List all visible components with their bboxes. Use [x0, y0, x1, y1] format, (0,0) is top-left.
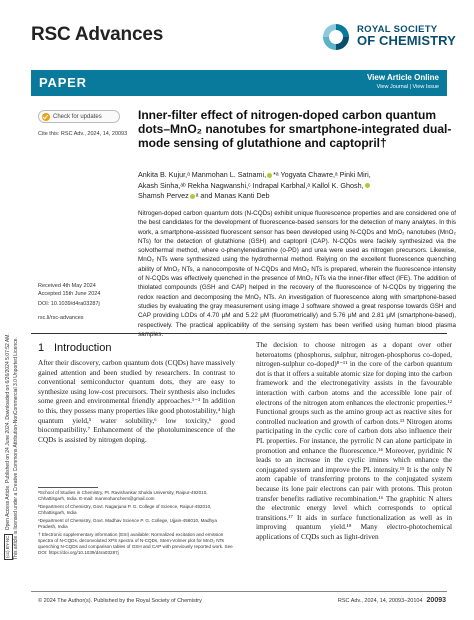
journal-header — [31, 20, 461, 66]
citation: Cite this: RSC Adv., 2024, 14, 20093 — [38, 131, 128, 137]
banner-links — [367, 73, 439, 91]
rsc-logo-icon — [321, 22, 351, 52]
journal-name[interactable]: RSC Advances — [31, 24, 164, 45]
footnote-affiliation-a: ᵃSchool of Studies in Chemistry, Pt. Ravishankar Shukla University, Raipur-492010, Chhattisgarh, India. E-mail: manmohanchem@gmail.com — [38, 490, 208, 502]
rsc-logo-text: ROYAL SOCIETY OF CHEMISTRY — [357, 24, 456, 48]
section-title: Introduction — [54, 342, 112, 354]
abstract: Nitrogen-doped carbon quantum dots (N-CQDs) exhibit unique fluorescence properties and are considered one of the best candidates for the development of fluorescence-based sensors for the detection of many analytes. In this work, a smartphone-assisted fluorescent sensor has been developed using N-CQDs and MnO₂ nanotubes (MnO₂ NTs) for the detection of glutathione (GSH) and captopril (CAP). N-CQDs were facilely synthesized via the solvothermal method, where o-phenylenediamine (o-PD) and urea were used as nitrogen precursors. Likewise, MnO₂ NTs were synthesized using the hydrothermal method. Relying on the excellent fluorescence quenching ability of MnO₂ NTs, a nanocomposite of N-CQDs and MnO₂ NTs is prepared, wherein the fluorescence intensity of N-CQDs was effectively quenched in the presence of MnO₂ NTs via the inner-filter effect (IFE). The addition of thiolated compounds (GSH and CAP) helped in the recovery of the fluorescence of N-CQDs by triggering the redox reaction and decomposing the MnO₂ NTs. An investigation of fluorescence along with smartphone-based studies by evaluating the gray measurement using image J software showed a great response towards GSH and CAP providing LODs of 4.70 μM and 5.22 μM (fluorometrically) and 5.76 μM and 2.81 μM (smartphone-based), respectively. The practical applicability of the sensing system has been verified using human blood plasma samples. — [138, 210, 456, 338]
license-line-2[interactable]: This article is licensed under a Creative Commons Attribution-NonCommercial 3.0 Unported Licence. — [12, 337, 19, 560]
license-line-1: Open Access Article. Published on 24 June 2024. Downloaded on 6/26/2024 5:07:52 AM. — [5, 333, 11, 531]
section-number: 1 — [38, 342, 45, 354]
section-heading — [38, 342, 111, 354]
orcid-icon[interactable] — [267, 173, 272, 178]
cc-license-badge[interactable]: (cc) BY-NC — [4, 534, 13, 560]
view-journal-issue-links[interactable]: View Journal | View Issue — [376, 84, 439, 90]
footer-copyright: © 2024 The Author(s). Published by the Royal Society of Chemistry — [38, 598, 202, 604]
article-type-label: PAPER — [39, 75, 87, 90]
check-for-updates-button[interactable] — [38, 110, 120, 123]
author-list: Ankita B. Kujur,ᵃ Manmohan L. Satnami, *ᵃ Yogyata Chawre,ᵃ Pinki Miri, Akash Sinha,ᵃᵇ Rekha Nagwanshi,ᶜ Indrapal Karbhal,ᵃ Kallol K. Ghosh, Shamsh Pervez ᵃ and Manas Kanti Deb — [138, 170, 371, 200]
rsc-logo[interactable] — [321, 20, 461, 60]
received-date: Received 4th May 2024 — [38, 283, 96, 289]
section-divider — [31, 333, 447, 334]
article-dates — [38, 283, 100, 298]
license-sidebar — [4, 90, 19, 560]
view-article-online-link[interactable]: View Article Online — [366, 73, 439, 82]
footnote-affiliation-b: ᵇDepartment of Chemistry, Govt. Nagarjuna P. G. College of Science, Raipur-492010, Chhattisgarh, India — [38, 503, 212, 516]
page-number: 20093 — [426, 597, 446, 604]
accepted-date: Accepted 15th June 2024 — [38, 290, 101, 297]
footnote-esi: † Electronic supplementary information (ESI) available: Normalized excitation and emission spectra of N-CQDs, deconvoluted XPS spectra of N-CQDs, Stern-Volmer plot for MnO₂ NTs quenching N-CQDs and comparison tables of GSH and CAP with previously reported work. See DOI: https://doi.org/10.1039/d4ra03287j — [38, 531, 233, 556]
footer-divider — [31, 591, 447, 592]
journal-link[interactable]: rsc.li/rsc-advances — [38, 315, 84, 321]
orcid-icon[interactable] — [190, 194, 195, 199]
doi[interactable]: DOI: 10.1039/d4ra03287j — [38, 301, 100, 307]
check-for-updates-label: Check for updates — [53, 113, 102, 120]
article-title: Inner-filter effect of nitrogen-doped carbon quantum dots–MnO₂ nanotubes for smartphone-integrated dual-mode sensing of glutathione and captopril† — [138, 108, 452, 150]
footnote-divider — [38, 487, 98, 488]
intro-right-column: The decision to choose nitrogen as a dopant over other heteroatoms (phosphorus, sulphur, nitrogen-phosphorus co-doped, nitrogen-sulphur co-doped)⁸⁻¹¹ in the core of the carbon quantum dot is that it offers a suitable atomic size for doping into the carbon framework and the electronegativity assists in the favourable interaction with carbon atoms and the accessible lone pair of electrons of the nitrogen atom enhances the electronic properties.¹² Functional groups such as the amino group act as reactive sites for controlled nucleation and growth of carbon dots.¹³ Nitrogen atoms participating in the cyclic core of carbon dots also influence their PL properties. For instance, the pyrrolic N can alone participate in promotion and enhance the fluorescence.¹⁴ Moreover, pyridinic N leads to an increase in the cyclic imines which enhance the conjugated system and improve the PL intensity.¹⁵ It is the only N atom capable of transferring protons to the conjugated system because its lone pair electrons can pair with protons. This proton transfer benefits radiative recombination.¹⁶ The graphitic N alters the electronic energy level which corresponds to optical transitions.¹⁷ It aids in surface functionalization as well as in improving quantum yield.¹⁸ Many electro-photochemical applications of CQDs such as light-driven — [256, 340, 452, 541]
check-badge-icon — [42, 113, 50, 121]
intro-left-column: After their discovery, carbon quantum dots (CQDs) have massively gained attention and been studied by researchers. In contrast to conventional semiconductor quantum dots, they are easy to synthesize using low-cost precursors. Their synthesis also includes some green and environmental friendly approaches.¹⁻³ In addition to this, they possess many properties like good photostability,⁴ high quantum yield,⁵ water solubility,⁶ low toxicity,⁶ good biocompatibility.⁷ Enhancement of the photoluminescence of the CQDs is assisted by nitrogen doping. — [38, 358, 235, 444]
footnote-affiliation-c: ᶜDepartment of Chemistry, Govt. Madhav Science P. G. College, Ujjain-456010, Madhya Pradesh, India — [38, 517, 217, 530]
footnotes — [38, 490, 235, 558]
paper-banner — [31, 70, 447, 96]
footer-citation: RSC Adv., 2024, 14, 20093–20104 20093 — [337, 597, 446, 604]
orcid-icon[interactable] — [365, 183, 370, 188]
